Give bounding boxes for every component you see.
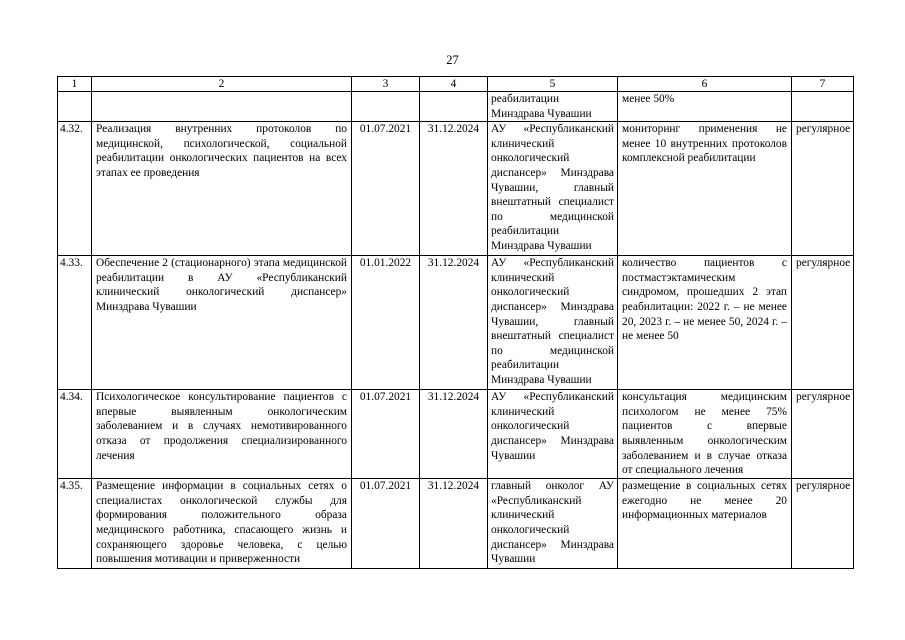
header-cell: 7 bbox=[792, 77, 854, 92]
executor-cell: АУ «Республиканский клинический онкологический диспансер» Минздрава Чувашии bbox=[488, 390, 618, 479]
header-cell: 2 bbox=[92, 77, 352, 92]
start-date-cell: 01.07.2021 bbox=[352, 479, 420, 569]
row-number-cell: 4.33. bbox=[58, 256, 92, 390]
executor-cell: АУ «Республиканский клинический онкологический диспансер» Минздрава Чувашии, главный внештатный специалист по медицинской реабилитации Минздрава Чувашии bbox=[488, 122, 618, 256]
end-date-cell: 31.12.2024 bbox=[420, 390, 488, 479]
row-number-cell: 4.32. bbox=[58, 122, 92, 256]
end-date-cell: 31.12.2024 bbox=[420, 479, 488, 569]
event-cell: Размещение информации в социальных сетях о специалистах онкологической службы для формирования положительного образа медицинского работника, спасающего жизнь и сохраняющего здоровье человека, с целью повышения мотивации и приверженности bbox=[92, 479, 352, 569]
table-row bbox=[58, 122, 854, 256]
end-date-cell: 31.12.2024 bbox=[420, 122, 488, 256]
table-row bbox=[58, 256, 854, 390]
page-number: 27 bbox=[446, 53, 459, 67]
end-date-cell: 31.12.2024 bbox=[420, 256, 488, 390]
type-cell: регулярное bbox=[792, 256, 854, 390]
header-cell: 3 bbox=[352, 77, 420, 92]
type-cell: регулярное bbox=[792, 479, 854, 569]
header-cell: 5 bbox=[488, 77, 618, 92]
start-date-cell: 01.01.2022 bbox=[352, 256, 420, 390]
table-row-continued bbox=[58, 92, 854, 122]
indicator-cell: менее 50% bbox=[618, 92, 792, 122]
table-row bbox=[58, 479, 854, 569]
table-header-row bbox=[58, 77, 854, 92]
table-row bbox=[58, 390, 854, 479]
indicator-cell: количество пациентов с постмастэктамическим синдромом, прошедших 2 этап реабилитации: 2022 г. – не менее 20, 2023 г. – не менее 50, 2024 г. – не менее 50 bbox=[618, 256, 792, 390]
event-cell: Психологическое консультирование пациентов с впервые выявленным онкологическим заболеванием и в случаях немотивированного отказа от продолжения специализированного лечения bbox=[92, 390, 352, 479]
type-cell: регулярное bbox=[792, 122, 854, 256]
header-cell: 1 bbox=[58, 77, 92, 92]
start-date-cell: 01.07.2021 bbox=[352, 122, 420, 256]
row-number-cell: 4.34. bbox=[58, 390, 92, 479]
executor-cell: реабилитации Минздрава Чувашии bbox=[488, 92, 618, 122]
header-cell: 4 bbox=[420, 77, 488, 92]
row-number-cell: 4.35. bbox=[58, 479, 92, 569]
type-cell: регулярное bbox=[792, 390, 854, 479]
executor-cell: главный онколог АУ «Республиканский клинический онкологический диспансер» Минздрава Чувашии bbox=[488, 479, 618, 569]
indicator-cell: размещение в социальных сетях ежегодно не менее 20 информационных материалов bbox=[618, 479, 792, 569]
start-date-cell: 01.07.2021 bbox=[352, 390, 420, 479]
event-cell: Реализация внутренних протоколов по медицинской, психологической, социальной реабилитации онкологических пациентов на всех этапах ее проведения bbox=[92, 122, 352, 256]
indicator-cell: мониторинг применения не менее 10 внутренних протоколов комплексной реабилитации bbox=[618, 122, 792, 256]
event-cell: Обеспечение 2 (стационарного) этапа медицинской реабилитации в АУ «Республиканский клинический онкологический диспансер» Минздрава Чувашии bbox=[92, 256, 352, 390]
plan-table bbox=[57, 76, 854, 569]
executor-cell: АУ «Республиканский клинический онкологический диспансер» Минздрава Чувашии, главный внештатный специалист по медицинской реабилитации Минздрава Чувашии bbox=[488, 256, 618, 390]
header-cell: 6 bbox=[618, 77, 792, 92]
indicator-cell: консультация медицинским психологом не менее 75% пациентов с впервые выявленным онкологическим заболеванием и в случае отказа от специального лечения bbox=[618, 390, 792, 479]
